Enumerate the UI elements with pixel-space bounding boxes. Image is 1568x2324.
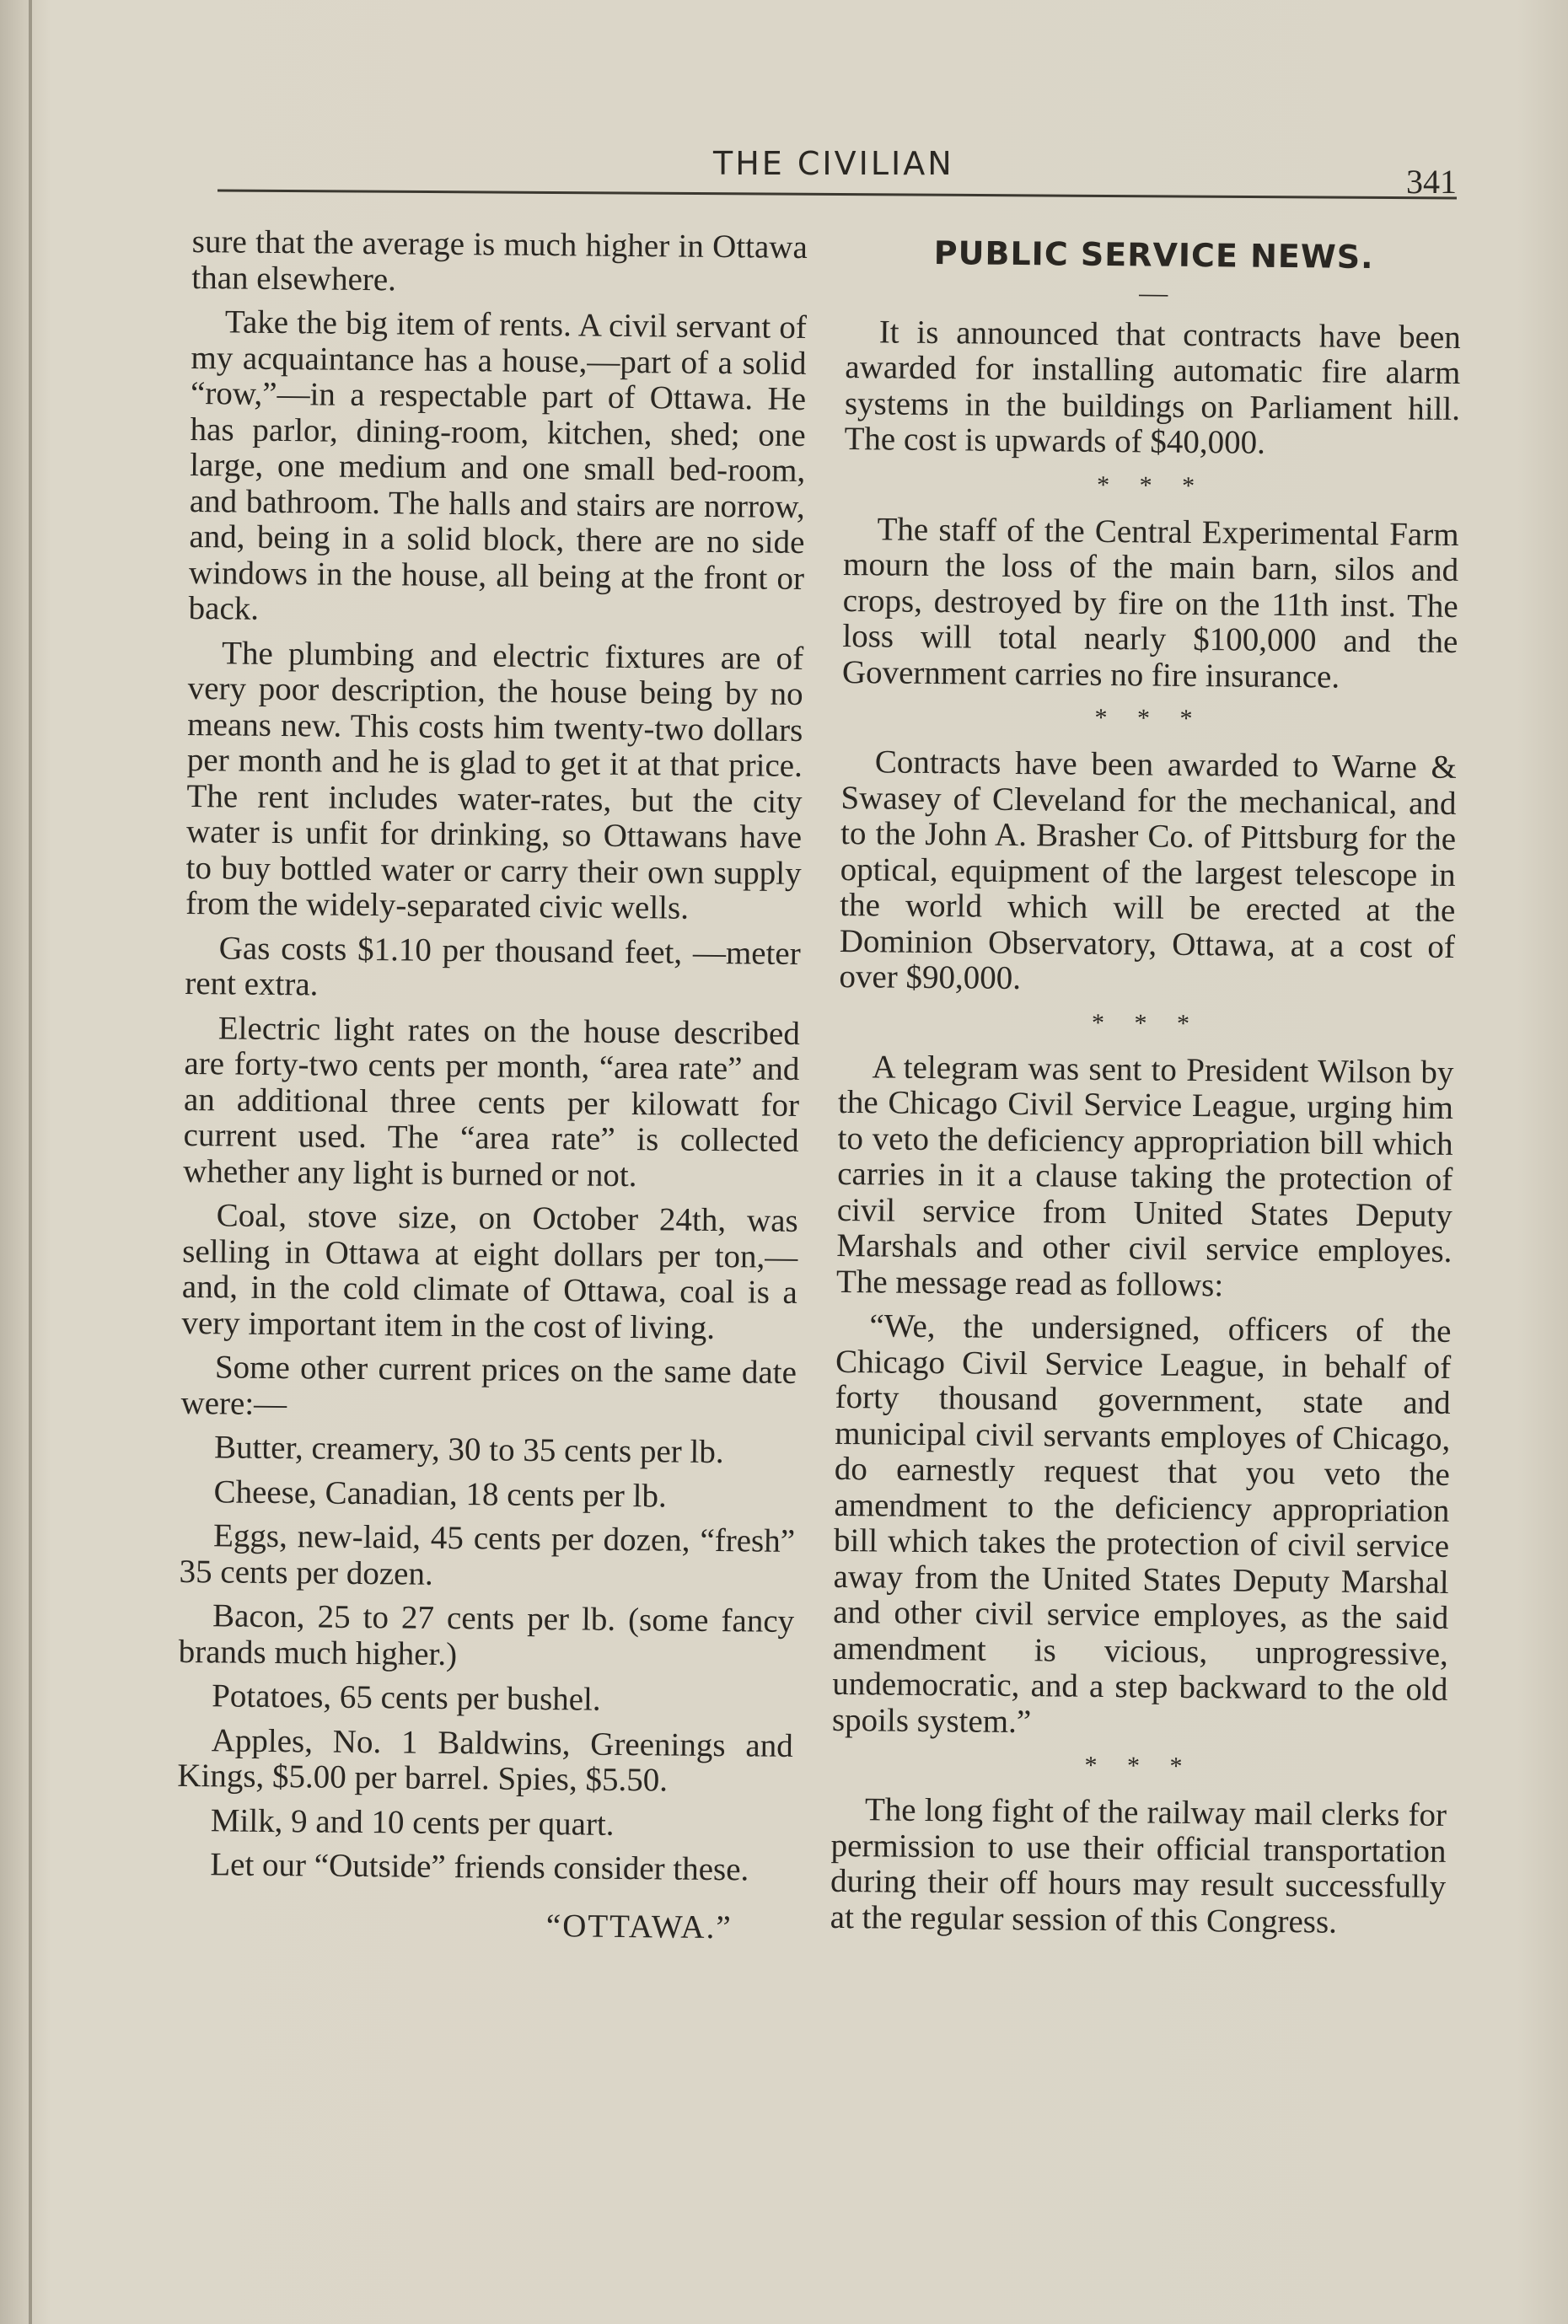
paragraph-continued: sure that the average is much higher in Ottawa than elsewhere. (191, 223, 808, 298)
paragraph-rents: Take the big item of rents. A civil servant of my acquaintance has a house,—part of a solid “row,”—in a respectable part of Ottawa. He has parlor, dining-room, kitchen, shed; one large, one medium and one small bed-room, and bathroom. The halls and stairs are norrow, and, being in a solid block, there are no side windows in the house, all being at the front or back. (188, 303, 808, 627)
signature: “OTTAWA.” (545, 1907, 733, 1946)
news-item: It is announced that contracts have been awarded for installing automatic fire alarm systems in the buildings on Parliament hill. The cost is upwards of $40,000. (844, 313, 1461, 461)
separator-asterisks: * * * (1094, 703, 1205, 733)
journal-title: THE CIVILIAN (713, 145, 954, 182)
price-item: Eggs, new-laid, 45 cents per dozen, “fresh” 35 cents per dozen. (179, 1517, 796, 1592)
price-item: Butter, creamery, 30 to 35 cents per lb. (213, 1429, 724, 1471)
news-item: Contracts have been awarded to Warne & Swasey of Cleveland for the mechanical, and to the John A. Brasher Co. of Pittsburg for the optical, equipment of the largest telescope in the world which will be erected at the Dominion Observatory, Ottawa, at a cost of over $90,000. (839, 743, 1458, 997)
separator-asterisks: * * * (1084, 1751, 1195, 1781)
news-item: A telegram was sent to President Wilson by the Chicago Civil Service League, urging him to veto the deficiency appropriation bill which carries in it a clause taking the protection of civil service from United States Deputy Marshals and other civil service employes. The message read as follows: (835, 1048, 1454, 1303)
price-item: Apples, No. 1 Baldwins, Greenings and Kings, $5.00 per barrel. Spies, $5.50. (177, 1721, 793, 1799)
heading-dash: — (1139, 276, 1168, 309)
right-column (830, 228, 1462, 1950)
paragraph-prices-intro: Some other current prices on the same date were:— (180, 1349, 797, 1422)
news-item: The staff of the Central Experimental Farm mourn the loss of the main barn, silos and crops, destroyed by fire on the 11th inst. The loss will total nearly $100,000 and the Government carries no fire insurance. (841, 510, 1459, 695)
left-column (175, 224, 808, 1946)
price-item: Milk, 9 and 10 cents per quart. (210, 1801, 615, 1843)
paragraph-coal: Coal, stove size, on October 24th, was selling in Ottawa at eight dollars per ton,—and, in the cold climate of Ottawa, coal is a very important item in the cost of living. (181, 1197, 798, 1346)
price-item: Bacon, 25 to 27 cents per lb. (some fancy brands much higher.) (178, 1597, 795, 1672)
binding-edge (29, 0, 32, 2324)
price-item: Potatoes, 65 cents per bushel. (212, 1677, 601, 1718)
paragraph-plumbing: The plumbing and electric fixtures are of very poor description, the house being by no means new. This costs him twenty-two dollars per month and he is glad to get it at that price. The rent includes water-rates, but the city water is unfit for drinking, so Ottawans have to buy bottled water or carry their own supply from the widely-separated civic wells. (185, 634, 804, 926)
page-number: 341 (1406, 163, 1457, 201)
section-heading: PUBLIC SERVICE NEWS. (933, 233, 1374, 276)
paragraph-electric: Electric light rates on the house described are forty-two cents per month, “area rate” and an additional three cents per kilowatt for current used. The “area rate” is collected whether any light is burned or not. (183, 1009, 801, 1194)
paragraph-gas: Gas costs $1.10 per thousand feet, —meter rent extra. (185, 929, 801, 1003)
header-rule (217, 190, 1457, 200)
price-item: Cheese, Canadian, 18 cents per lb. (213, 1473, 667, 1514)
news-item: The long fight of the railway mail clerks for permission to use their official transportation during their off hours may result successfully at the regular session of this Congress. (830, 1791, 1447, 1940)
quoted-message: “We, the undersigned, officers of the Chicago Civil Service League, in behalf of forty thousand government, state and municipal civil servants employes of Chicago, do earnestly request that you veto the amendment to the deficiency appropriation bill which takes the protection of civil service away from the United States Deputy Marshal and other civil service employes, as the said amendment is vicious, unprogressive, undemocratic, and a step backward to the old spoils system.” (831, 1307, 1452, 1740)
closing-line: Let our “Outside” friends consider these. (210, 1846, 749, 1888)
separator-asterisks: * * * (1091, 1008, 1202, 1038)
separator-asterisks: * * * (1096, 470, 1207, 500)
